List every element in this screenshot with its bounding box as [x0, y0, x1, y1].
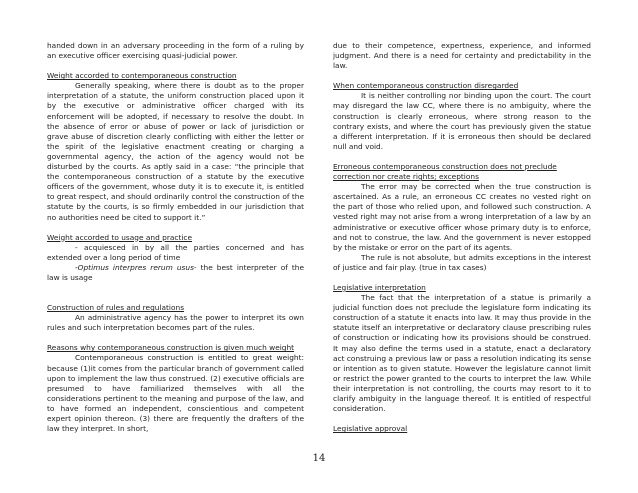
left-intro-paragraph: handed down in an adversary proceeding in the form of a ruling by an executive officer exercising quasi-judicial power.: [47, 41, 304, 61]
heading-construction-disregarded: When contemporaneous construction disregarded: [333, 81, 519, 91]
spacer: [333, 71, 591, 81]
paragraph-erroneous-construction: The error may be corrected when the true construction is ascertained. As a rule, an erroneous CC creates no vested right on the part of those who relied upon, and followed such construction. A vested right may not arise from a wrong interpretation of a law by an administrative or executive officer whose primary duty is to enforce, and not to construe, the law. And the government is never estopped by the mistake or error on the part of its agents.: [333, 182, 591, 252]
paragraph-usage-practice-2: [47, 263, 304, 283]
spacer: [47, 61, 304, 71]
latin-maxim-meaning: - the best interpreter of the law is usage: [47, 262, 304, 282]
heading-reasons-weight: Reasons why contemporaneous construction is given much weight: [47, 343, 295, 353]
paragraph-erroneous-exceptions: The rule is not absolute, but admits exceptions in the interest of justice and fair play. (true in tax cases): [333, 252, 591, 272]
paragraph-weight-contemporaneous: Generally speaking, where there is doubt as to the proper interpretation of a statute, the uniform construction placed upon it by the executive or administrative officer charged with its enforcement will be adopted, if necessary to resolve the doubt. In the absence of error or abuse of power or lack of jurisdiction or grave abuse of discretion clearly conflicting with either the letter or the spirit of the legislative enactment creating or charging a governmental agency, the action of the agency would not be disturbed by the courts. As aptly said in a case: “the principle that the contemporaneous construction of a statute by the executive officers of the government, whose duty it is to execute it, is entitled to great respect, and should ordinarily control the construction of the statute by the courts, is so firmly embedded in our jurisdiction that no authorities need be cited to support it.”: [47, 81, 304, 222]
paragraph-legislative-interpretation: The fact that the interpretation of a statue is primarily a judicial function does not preclude the legislature form indicating its construction of a statute it enacts into law. It may thus provide in the statute itself an interpretative or declaratory clause prescribing rules of construction or indicating how its provisions should be construed. It may also define the terms used in a statute, enact a declaratory act construing a previous law or pass a resolution indicating its sense or intention as to given statute. However the legislature cannot limit or restrict the power granted to the courts to interpret the law. While their interpretation is not controlling, the courts may resort to it to clarify ambiguity in the language thereof. It is entitled of respectful consideration.: [333, 293, 591, 414]
page-number: 14: [312, 453, 326, 464]
spacer: [47, 333, 304, 343]
paragraph-usage-practice-1: - acquiesced in by all the parties concerned and has extended over a long period of time: [47, 242, 304, 262]
spacer: [47, 283, 304, 303]
heading-weight-contemporaneous: Weight accorded to contemporaneous construction: [47, 71, 237, 81]
paragraph-rules-regulations: An administrative agency has the power to interpret its own rules and such interpretation becomes part of the rules.: [47, 313, 304, 333]
heading-legislative-interpretation: Legislative interpretation: [333, 282, 426, 292]
spacer: [47, 223, 304, 233]
heading-usage-practice: Weight accorded to usage and practice: [47, 232, 193, 242]
latin-maxim: -Optimus interpres rerum usus: [75, 262, 194, 272]
spacer: [333, 414, 591, 424]
paragraph-construction-disregarded: It is neither controlling nor binding upon the court. The court may disregard the law CC, where there is no ambiguity, where the construction is clearly erroneous, where strong reason to the contrary exists, and where the court has previously given the statue a different interpretation. If it is erroneous then should be declared null and void.: [333, 91, 591, 151]
heading-erroneous-construction: Erroneous contemporaneous construction does not preclude correction nor create rights; exceptions: [333, 161, 557, 182]
heading-legislative-approval: Legislative approval: [333, 424, 408, 434]
right-intro-paragraph: due to their competence, expertness, experience, and informed judgment. And there is a need for certainty and predictability in the law.: [333, 41, 591, 71]
spacer: [333, 152, 591, 162]
heading-rules-regulations: Construction of rules and regulations: [47, 303, 185, 313]
right-column: [333, 41, 591, 434]
spacer: [333, 273, 591, 283]
left-column: [47, 41, 304, 434]
paragraph-reasons-weight: Contemporaneous construction is entitled to great weight: because (1)it comes from the particular branch of government called upon to implement the law thus construed. (2) executive officials are presumed to have familiarized themselves with all the considerations pertinent to the meaning and purpose of the law, and to have formed an independent, conscientious and competent expert opinion thereon. (3) there are frequently the drafters of the law they interpret. In short,: [47, 353, 304, 434]
